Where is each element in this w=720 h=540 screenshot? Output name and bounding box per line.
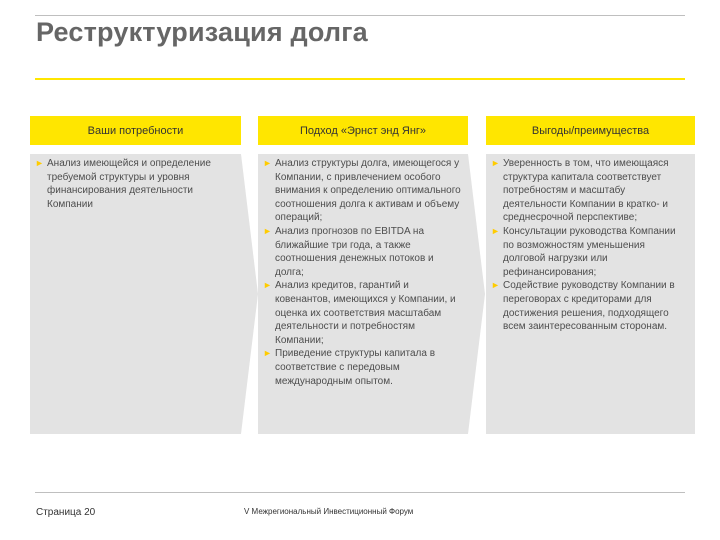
page-number: Страница 20 — [36, 507, 96, 518]
arrow-bullet-icon: ► — [263, 225, 272, 236]
list-item: ► Анализ имеющейся и определение требуемой структуры и уровня финансирования деятельности Компании — [35, 158, 211, 210]
arrow-bullet-icon: ► — [491, 225, 500, 236]
footer-divider — [35, 492, 685, 493]
page-title: Реструктуризация долга — [36, 17, 368, 47]
approach-list — [262, 157, 462, 388]
list-item: ► Анализ кредитов, гарантий и ковенантов, имеющихся у Компании, и оценка их соответствия масштабам деятельности и потребностям Компании; — [263, 280, 456, 346]
list-item: ► Содействие руководству Компании в переговорах с кредиторами для достижения решения, подходящего всем заинтересованным сторонам. — [491, 280, 675, 333]
arrow-bullet-icon: ► — [491, 280, 500, 291]
list-item: ► Анализ прогнозов по EBITDA на ближайшие три года, а также соотношения денежных потоков и долга; — [263, 225, 434, 278]
needs-list — [34, 157, 235, 211]
arrow-bullet-icon: ► — [491, 158, 500, 168]
column-body-approach — [258, 154, 468, 434]
column-heading-benefits: Выгоды/преимущества — [486, 116, 695, 145]
list-item: ► Уверенность в том, что имеющаяся структура капитала соответствует потребностям и масштабу деятельности Компании в кратко- и среднесрочной перспективе; — [491, 158, 669, 224]
footer-event-name: V Межрегиональный Инвестиционный Форум — [244, 507, 414, 516]
title-underline — [35, 78, 685, 80]
list-item: ► Анализ структуры долга, имеющегося у Компании, с привлечением особого внимания к определению оптимального соотношения долга к активам и объему операций; — [263, 158, 461, 224]
column-heading-needs: Ваши потребности — [30, 116, 241, 145]
arrow-bullet-icon: ► — [263, 348, 272, 359]
column-body-benefits — [486, 154, 695, 434]
top-divider — [35, 15, 685, 16]
arrow-bullet-icon: ► — [263, 158, 272, 168]
list-item: ► Приведение структуры капитала в соответствие с передовым международным опытом. — [263, 348, 436, 387]
benefits-list — [490, 157, 689, 334]
chevron-arrow-shape — [468, 154, 485, 434]
arrow-bullet-icon: ► — [35, 158, 44, 168]
chevron-arrow-shape — [241, 154, 258, 434]
column-heading-approach: Подход «Эрнст энд Янг» — [258, 116, 468, 145]
column-body-needs — [30, 154, 241, 434]
arrow-bullet-icon: ► — [263, 280, 272, 291]
list-item: ► Консультации руководства Компании по возможностям уменьшения долговой нагрузки или рефинансирования; — [491, 225, 676, 278]
